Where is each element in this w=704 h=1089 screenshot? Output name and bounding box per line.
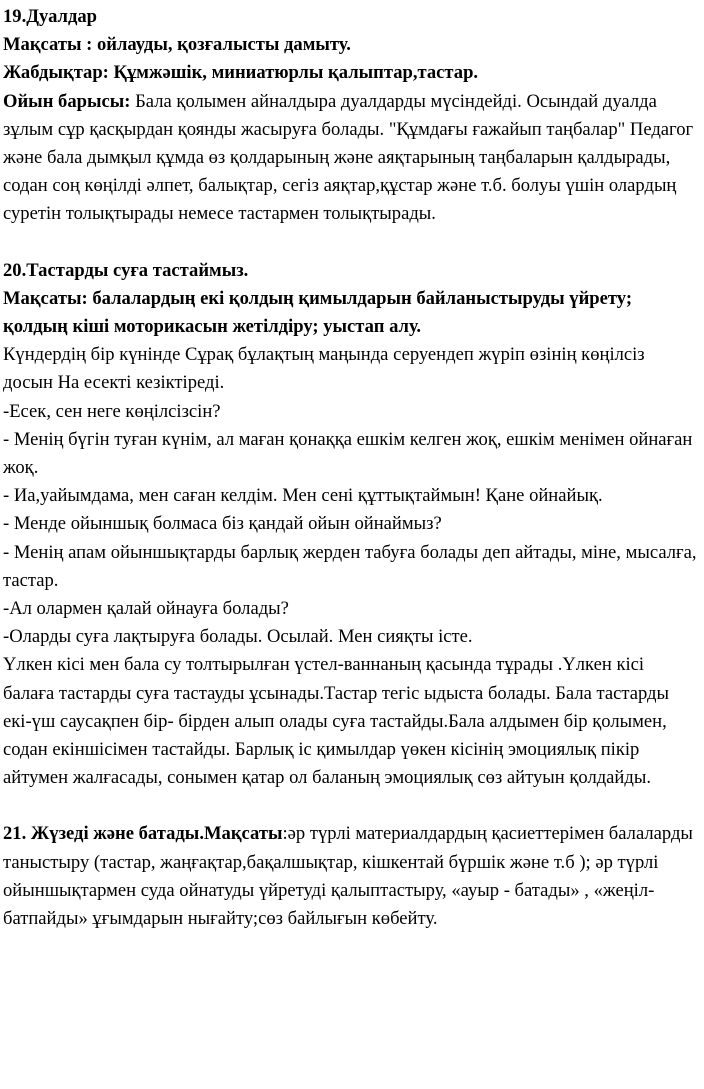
- section-20-line: -Ал олармен қалай ойнауға болады?: [3, 598, 289, 620]
- section-20-line: Күндердің бір күнінде Сұрақ бұлақтың маңында серуендеп жүріп өзінің көңілсіз досын На есекті кезіктіреді.: [3, 344, 645, 394]
- section-20-line: - Менде ойыншық болмаса біз қандай ойын ойнаймыз?: [3, 513, 442, 535]
- section-19-title: 19.Дуалдар: [3, 6, 98, 27]
- section-19-process-text: Бала қолымен айналдыра дуалдарды мүсіндейді. Осындай дуалда зұлым сұр қасқырдан қоянды жасыруға болады. "Құмдағы ғажайып таңбалар" Педагог және бала дымқыл құмда өз қолдарының және аяқтарының таңбаларын қалдырады, содан соң көңілді әлпет, балықтар, сегіз аяқтар,құстар және т.б. болуы үшін олардың суретін толықтырады немесе тастармен толықтырады.: [3, 90, 694, 225]
- section-21-paragraph: [3, 820, 698, 933]
- spacer: [3, 792, 698, 820]
- section-20-line: - Менің бүгін туған күнім, ал маған қонаққа ешкім келген жоқ, ешкім менімен ойнаған жоқ.: [3, 428, 693, 479]
- section-20-goal: Мақсаты: балалардың екі қолдың қимылдарын байланыстыруды үйрету; қолдың кіші моторикасын жетілдіру; уыстап алу.: [3, 287, 633, 338]
- section-21-goal-label: Мақсаты: [203, 823, 283, 845]
- section-19-process: [3, 88, 698, 229]
- section-20-line: - Иа,уайымдама, мен саған келдім. Мен сені құттықтаймын! Қане ойнайық.: [3, 485, 603, 507]
- section-19-equipment: Жабдықтар: Құмжәшік, миниатюрлы қалыптар,тастар.: [3, 62, 479, 84]
- section-20-line: - Менің апам ойыншықтарды барлық жерден табуға болады деп айтады, міне, мысалға, тастар.: [3, 541, 697, 591]
- section-20-line: Үлкен кісі мен бала су толтырылған үстел-ваннаның қасында тұрады .Үлкен кісі балаға тастарды суға тастауды ұсынады.Тастар тегіс ыдыста болады. Бала тастарды екі-үш саусақпен бір- бірден алып олады суға тастайды.Бала алдымен бір қолымен, содан екіншісімен тастайды. Барлық іс қимылдар үөкен кісінің эмоциялық пікір айтумен жалғасады, сонымен қатар ол баланың эмоциялық сөз айтуын қолдайды.: [3, 654, 669, 789]
- spacer: [3, 229, 698, 257]
- section-19-goal: Мақсаты : ойлауды, қозғалысты дамыту.: [3, 34, 351, 56]
- section-20-line: -Есек, сен неге көңілсізсін?: [3, 400, 221, 422]
- section-21-title: 21. Жүзеді және батады.: [3, 823, 204, 845]
- section-20-title: 20.Тастарды суға тастаймыз.: [3, 259, 249, 281]
- section-20-line: -Оларды суға лақтыруға болады. Осылай. Мен сияқты істе.: [3, 626, 473, 648]
- section-19-process-label: Ойын барысы:: [3, 90, 131, 112]
- section-21-goal-text: :әр түрлі материалдардың қасиеттерімен балаларды таныстыру (тастар, жаңғақтар,бақалшықтар, кішкентай бүршік және т.б ); әр түрлі ойыншықтармен суда ойнатуды үйретуді қалыптастыру, «ауыр - батады» , «жеңіл- батпайды» ұғымдарын нығайту;сөз байлығын көбейту.: [3, 823, 693, 930]
